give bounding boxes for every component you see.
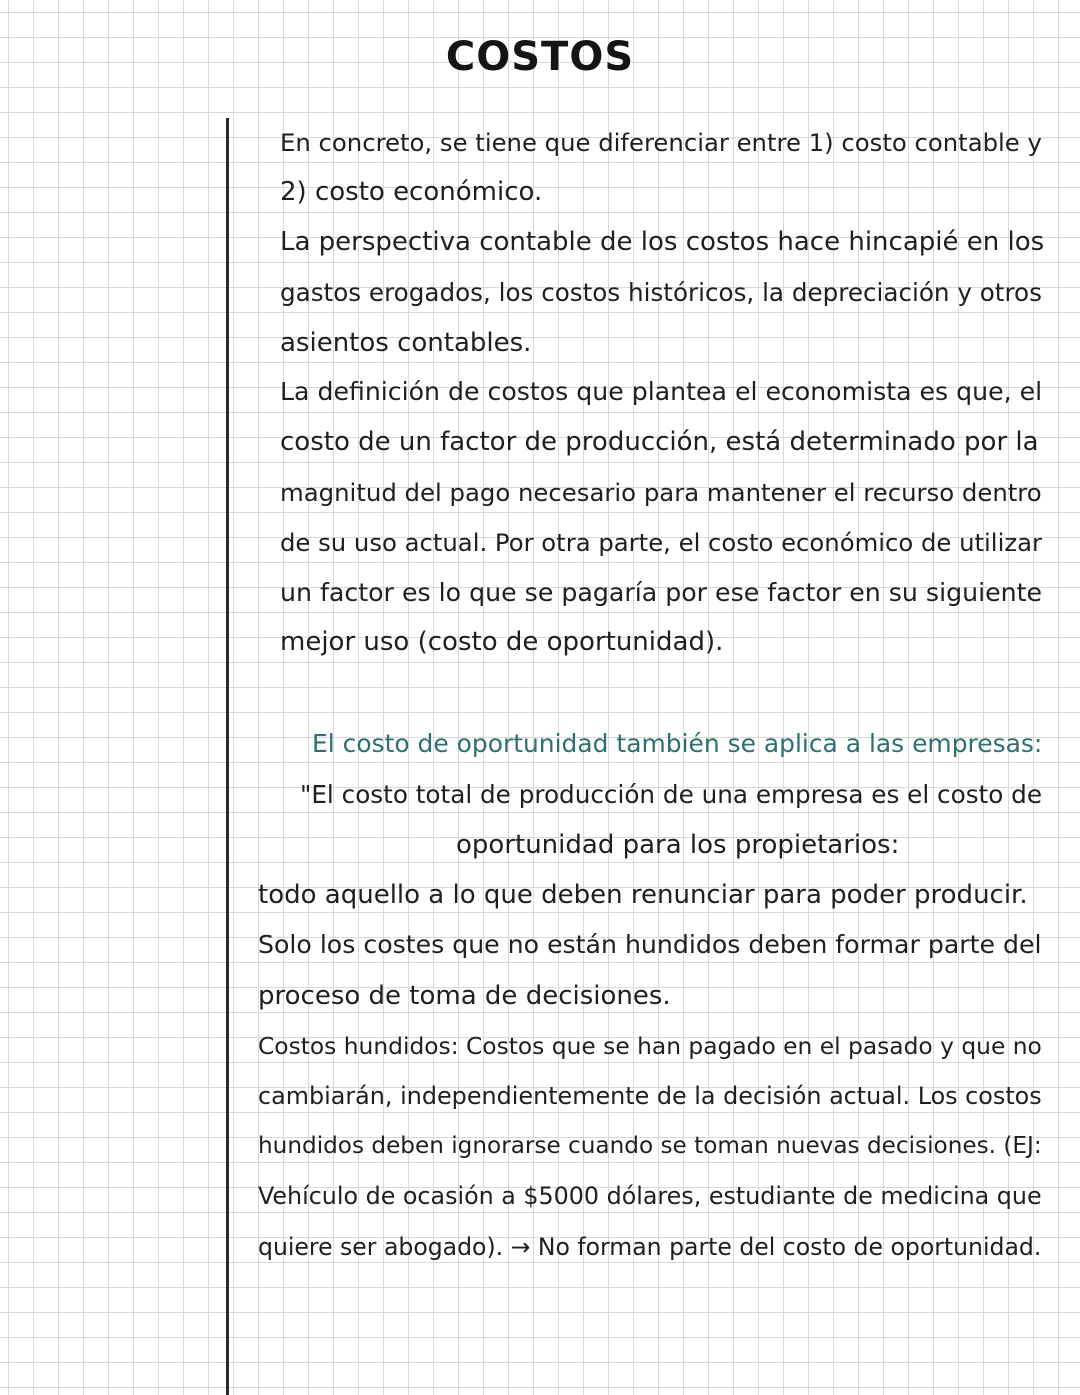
intro-line: asientos contables. [280,328,532,358]
intro-line: mejor uso (costo de oportunidad). [280,627,724,657]
intro-line: de su uso actual. Por otra parte, el costo económico de utilizar [280,528,1042,557]
intro-line: En concreto, se tiene que diferenciar entre 1) costo contable y [280,128,1042,157]
margin-line [226,118,229,1395]
sunk-line: quiere ser abogado). → No forman parte del costo de oportunidad. [258,1233,1042,1261]
intro-line: magnitud del pago necesario para mantener el recurso dentro [280,478,1042,507]
intro-line: un factor es lo que se pagaría por ese factor en su siguiente [280,578,1043,607]
opportunity-quote-line: "El costo total de producción de una empresa es el costo de [300,780,1043,809]
intro-line: gastos erogados, los costos históricos, la depreciación y otros [280,278,1042,307]
sunk-line: todo aquello a lo que deben renunciar para poder producir. [258,880,1028,910]
opportunity-quote-line: oportunidad para los propietarios: [456,830,900,860]
sunk-line: Vehículo de ocasión a $5000 dólares, estudiante de medicina que [258,1182,1042,1210]
intro-line: 2) costo económico. [280,177,543,207]
page-title: COSTOS [445,34,635,80]
sunk-line: Solo los costes que no están hundidos deben formar parte del [258,930,1042,959]
sunk-line: cambiarán, independientemente de la decisión actual. Los costos [258,1082,1042,1110]
intro-line: La definición de costos que plantea el economista es que, el [280,377,1043,406]
intro-line: La perspectiva contable de los costos hace hincapié en los [280,227,1045,257]
sunk-line: hundidos deben ignorarse cuando se toman nuevas decisiones. (EJ: [258,1133,1042,1159]
intro-line: costo de un factor de producción, está determinado por la [280,427,1039,457]
sunk-line: Costos hundidos: Costos que se han pagado en el pasado y que no [258,1032,1042,1060]
opportunity-heading: El costo de oportunidad también se aplica a las empresas: [312,729,1043,758]
sunk-line: proceso de toma de decisiones. [258,981,671,1011]
